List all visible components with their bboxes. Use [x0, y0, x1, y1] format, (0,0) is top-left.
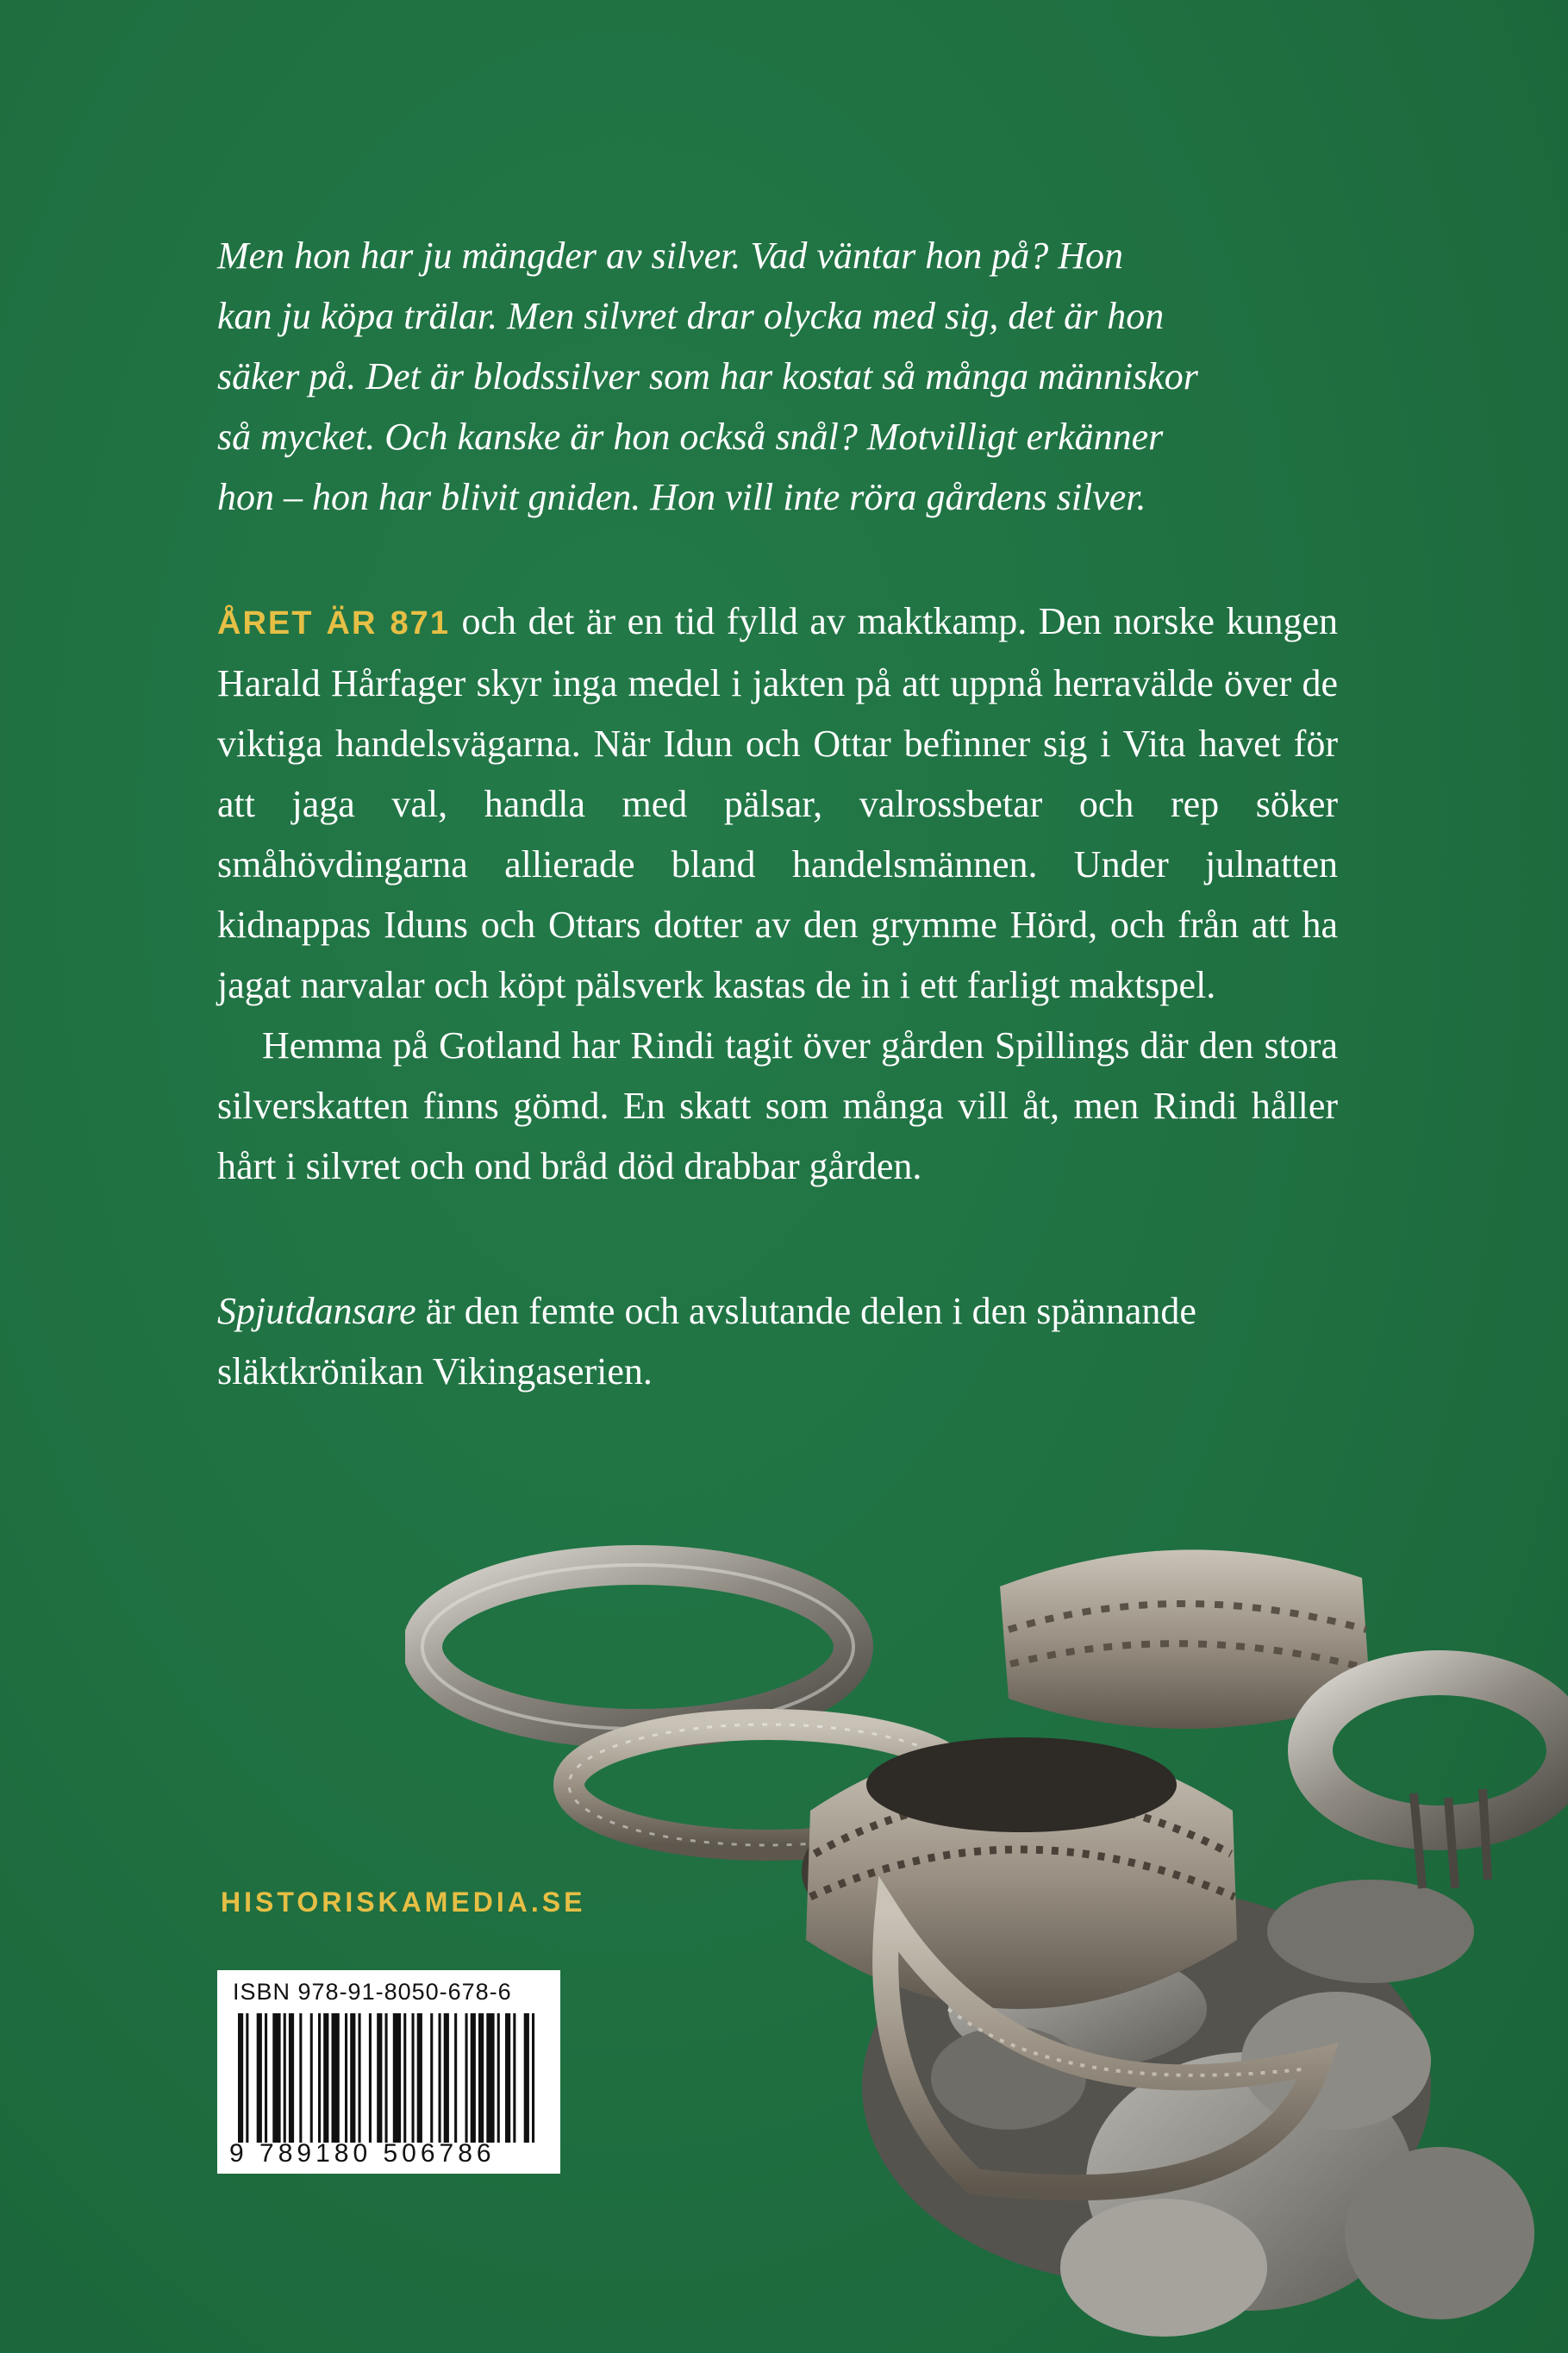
- barcode-bar: [385, 2013, 388, 2143]
- barcode-bar: [532, 2013, 534, 2143]
- barcode-bar: [369, 2013, 372, 2143]
- barcode-bar: [486, 2013, 494, 2143]
- barcode-bar: [284, 2013, 286, 2143]
- barcode-bar: [289, 2013, 294, 2143]
- blurb-paragraph-2: Hemma på Gotland har Rindi tagit över gården Spillings där den stora silverskatten finns gömd. En skatt som många vill åt, men Rindi håller hårt i silvret och ond bråd död drabbar gården.: [217, 1024, 1338, 1187]
- barcode-bar: [505, 2013, 510, 2143]
- lead-in: ÅRET ÄR 871: [217, 605, 450, 641]
- blurb-paragraph-1-text: och det är en tid fylld av maktkamp. Den norske kungen Harald Hårfager skyr inga medel i jakten på att uppnå herravälde över de viktiga handelsvägarna. När Idun och Ottar befinner sig i Vita havet för att jaga val, handla med pälsar, valrossbetar och rep söker småhövdingarna allierade bland handelsmännen. Under julnatten kidnappas Iduns och Ottars dotter av den grymme Hörd, och från att ha jagat narvalar och köpt pälsverk kastas de in i ett farligt maktspel.: [217, 600, 1338, 1006]
- barcode-bar: [345, 2013, 347, 2143]
- barcode-bar: [497, 2013, 500, 2143]
- barcode-bar: [238, 2013, 243, 2143]
- quote-excerpt: [217, 226, 1338, 528]
- quote-line: Men hon har ju mängder av silver. Vad väntar hon på? Hon: [217, 235, 1124, 277]
- arm-ring-ornate: [802, 1737, 1237, 2009]
- barcode-bar: [299, 2013, 302, 2143]
- barcode-digits: 9 789180 506786: [229, 2139, 496, 2168]
- blurb-paragraph-1: [217, 591, 1338, 1016]
- barcode-bar: [246, 2013, 248, 2143]
- publisher-website[interactable]: HISTORISKAMEDIA.SE: [221, 1887, 586, 1918]
- barcode-bar: [323, 2013, 328, 2143]
- series-note: [217, 1281, 1338, 1402]
- barcode-bar: [439, 2013, 441, 2143]
- barcode-bar: [465, 2013, 468, 2143]
- blurb: [217, 591, 1338, 1197]
- barcode-bar: [454, 2013, 457, 2143]
- barcode-bar: [417, 2013, 422, 2143]
- barcode-bar: [444, 2013, 449, 2143]
- barcode-bar: [265, 2013, 267, 2143]
- barcode-bar: [310, 2013, 313, 2143]
- barcode: [217, 1970, 560, 2174]
- barcode-bar: [403, 2013, 406, 2143]
- isbn-label: ISBN 978-91-8050-678-6: [233, 1979, 512, 2005]
- barcode-bar: [393, 2013, 401, 2143]
- quote-line: kan ju köpa trälar. Men silvret drar olycka med sig, det är hon: [217, 295, 1165, 337]
- book-title: Spjutdansare: [217, 1290, 416, 1332]
- arm-ring-right: [1310, 1673, 1568, 1888]
- quote-line: så mycket. Och kanske är hon också snål? Motvilligt erkänner: [217, 416, 1164, 458]
- barcode-bar: [377, 2013, 382, 2143]
- barcode-bar: [478, 2013, 484, 2143]
- quote-line: hon – hon har blivit gniden. Hon vill inte röra gårdens silver.: [217, 476, 1146, 518]
- barcode-bar: [524, 2013, 529, 2143]
- barcode-bars: [238, 2013, 540, 2143]
- quote-line: säker på. Det är blodssilver som har kostat så många människor: [217, 355, 1198, 397]
- barcode-bar: [471, 2013, 476, 2143]
- barcode-bar: [272, 2013, 280, 2143]
- barcode-bar: [332, 2013, 340, 2143]
- barcode-bar: [318, 2013, 321, 2143]
- barcode-bar: [257, 2013, 262, 2143]
- silver-treasure-image: [405, 1526, 1568, 2353]
- series-note-text: är den femte och avslutande delen i den spännande släktkrönikan Vikingaserien.: [217, 1290, 1196, 1392]
- barcode-bar: [359, 2013, 361, 2143]
- arm-ring-left: [422, 1565, 853, 1729]
- barcode-bar: [412, 2013, 415, 2143]
- barcode-bar: [430, 2013, 433, 2143]
- barcode-bar: [350, 2013, 355, 2143]
- barcode-bar: [513, 2013, 515, 2143]
